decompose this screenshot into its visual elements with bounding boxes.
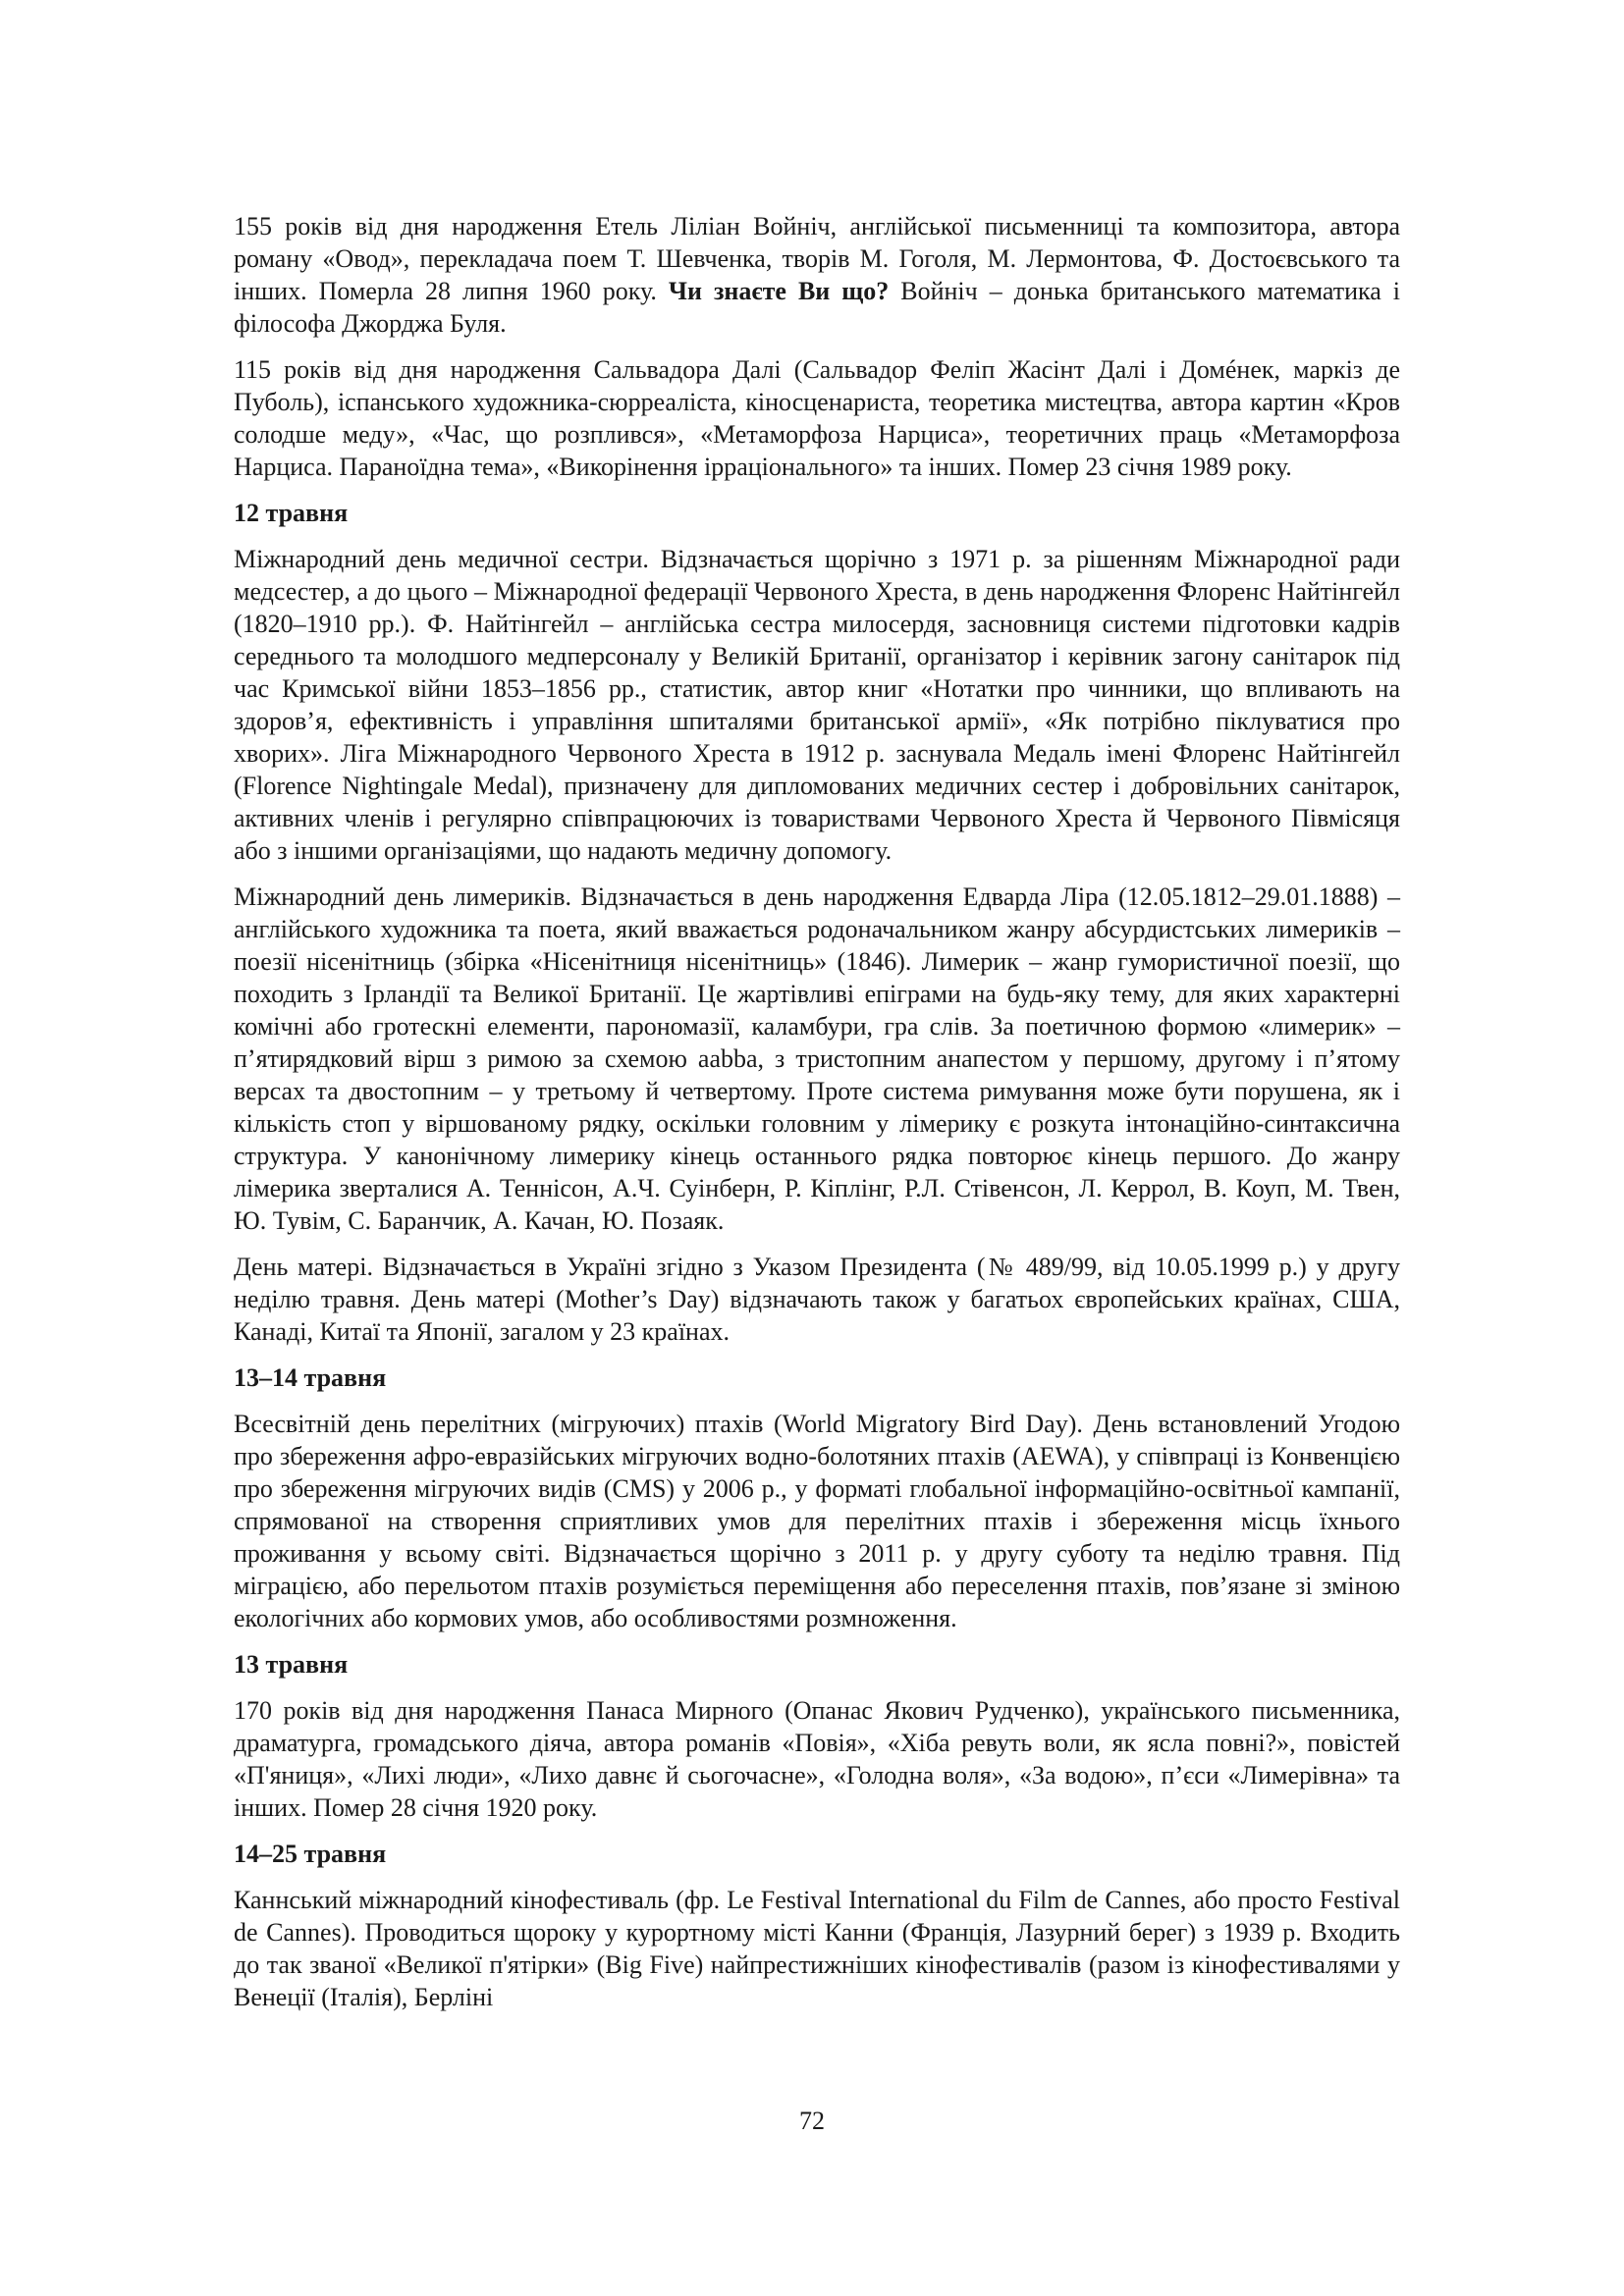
page-content <box>234 210 1400 2027</box>
date-heading-12-may: 12 травня <box>234 499 349 527</box>
date-heading-13-14-may: 13–14 травня <box>234 1363 387 1392</box>
paragraph-cannes: Каннський міжнародний кінофестиваль (фр. Le Festival International du Film de Cannes, або просто Festival de Cannes). Проводиться щороку у курортному місті Канни (Франція, Лазурний берег) з 1939 р. Входить до так званої «Великої п'ятірки» (Big Five) найпрестижніших кінофестивалів (разом із кінофестивалями у Венеції (Італія), Берліні <box>234 1886 1400 2011</box>
paragraph-dali: 115 років від дня народження Сальвадора Далі (Сальвадор Феліп Жасінт Далі і Домéнек, маркіз де Пуболь), іспанського художника-сюрреаліста, кіносценариста, теоретика мистецтва, автора картин «Кров солодше меду», «Час, що розплився», «Метаморфоза Нарциса», теоретичних праць «Метаморфоза Нарциса. Параноїдна тема», «Викорінення ірраціонального» та інших. Помер 23 січня 1989 року. <box>234 355 1400 481</box>
page-number: 72 <box>799 2107 825 2135</box>
date-heading-13-may: 13 травня <box>234 1650 349 1679</box>
paragraph-myrny: 170 років від дня народження Панаса Мирного (Опанас Якович Рудченко), українського письменника, драматурга, громадського діяча, автора романів «Повія», «Хіба ревуть воли, як ясла повні?», повістей «П'яниця», «Лихі люди», «Лихо давнє й сьогочасне», «Голодна воля», «За водою», п’єси «Лимерівна» та інших. Помер 28 січня 1920 року. <box>234 1696 1400 1822</box>
paragraph-limerick-day: Міжнародний день лимериків. Відзначається в день народження Едварда Ліра (12.05.1812–29.01.1888) – англійського художника та поета, який вважається родоначальником жанру абсурдистських лимериків – поезії нісенітниць (збірка «Нісенітниця нісенітниць» (1846). Лимерик – жанр гумористичної поезії, що походить з Ірландії та Великої Британії. Це жартівливі епіграми на будь-яку тему, для яких характерні комічні або гротескні елементи, парономазії, каламбури, гра слів. За поетичною формою «лимерик» – п’ятирядковий вірш з римою за схемою aabba, з тристопним анапестом у першому, другому і п’ятому версах та двостопним – у третьому й четвертому. Проте система римування може бути порушена, як і кількість стоп у віршованому рядку, оскільки головним у лімерику є розкута інтонаційно-синтаксична структура. У канонічному лимерику кінець останнього рядка повторює кінець першого. До жанру лімерика зверталися А. Теннісон, А.Ч. Суінберн, Р. Кіплінг, Р.Л. Стівенсон, Л. Керрол, В. Коуп, М. Твен, Ю. Тувім, С. Баранчик, А. Качан, Ю. Позаяк. <box>234 882 1400 1235</box>
voynich-text: 155 років від дня народження Етель Ліліан Войніч, англійської письменниці та композитора, автора роману «Овод», перекладача поем Т. Шевченка, творів М. Гоголя, М. Лермонтова, Ф. Достоєвського та інших. Померла 28 липня 1960 року. <box>234 212 1400 305</box>
did-you-know-label: Чи знаєте Ви що? <box>668 277 890 305</box>
date-heading-14-25-may: 14–25 травня <box>234 1840 387 1868</box>
paragraph-voynich <box>234 210 1400 340</box>
paragraph-bird-day: Всесвітній день перелітних (мігруючих) птахів (World Migratory Bird Day). День встановлений Угодою про збереження афро-евразійських мігруючих водно-болотяних птахів (AEWA), у співпраці із Конвенцією про збереження мігруючих видів (CMS) у 2006 р., у форматі глобальної інформаційно-освітньої кампанії, спрямованої на створення сприятливих умов для перелітних птахів і збереження місць їхнього проживання у всьому світі. Відзначається щорічно з 2011 р. у другу суботу та неділю травня. Під міграцією, або перельотом птахів розуміється переміщення або переселення птахів, пов’язане зі зміною екологічних або кормових умов, або особливостями розмноження. <box>234 1410 1400 1632</box>
paragraph-nurse-day: Міжнародний день медичної сестри. Відзначається щорічно з 1971 р. за рішенням Міжнародної ради медсестер, а до цього – Міжнародної федерації Червоного Хреста, в день народження Флоренс Найтінгейл (1820–1910 рр.). Ф. Найтінгейл – англійська сестра милосердя, засновниця системи підготовки кадрів середнього та молодшого медперсоналу у Великій Британії, організатор і керівник загону санітарок під час Кримської війни 1853–1856 рр., статистик, автор книг «Нотатки про чинники, що впливають на здоров’я, ефективність і управління шпиталями британської армії», «Як потрібно піклуватися про хворих». Ліга Міжнародного Червоного Хреста в 1912 р. заснувала Медаль імені Флоренс Найтінгейл (Florence Nightingale Medal), призначену для дипломованих медичних сестер і добровільних санітарок, активних членів і регулярно співпрацюючих із товариствами Червоного Хреста й Червоного Півмісяця або з іншими організаціями, що надають медичну допомогу. <box>234 545 1400 865</box>
voynich-text-after: Войніч – донька британського математика і філософа Джорджа Буля. <box>234 277 1401 338</box>
paragraph-mothers-day: День матері. Відзначається в Україні згідно з Указом Президента (№ 489/99, від 10.05.1999 р.) у другу неділю травня. День матері (Mother’s Day) відзначають також у багатьох європейських країнах, США, Канаді, Китаї та Японії, загалом у 23 країнах. <box>234 1253 1400 1346</box>
